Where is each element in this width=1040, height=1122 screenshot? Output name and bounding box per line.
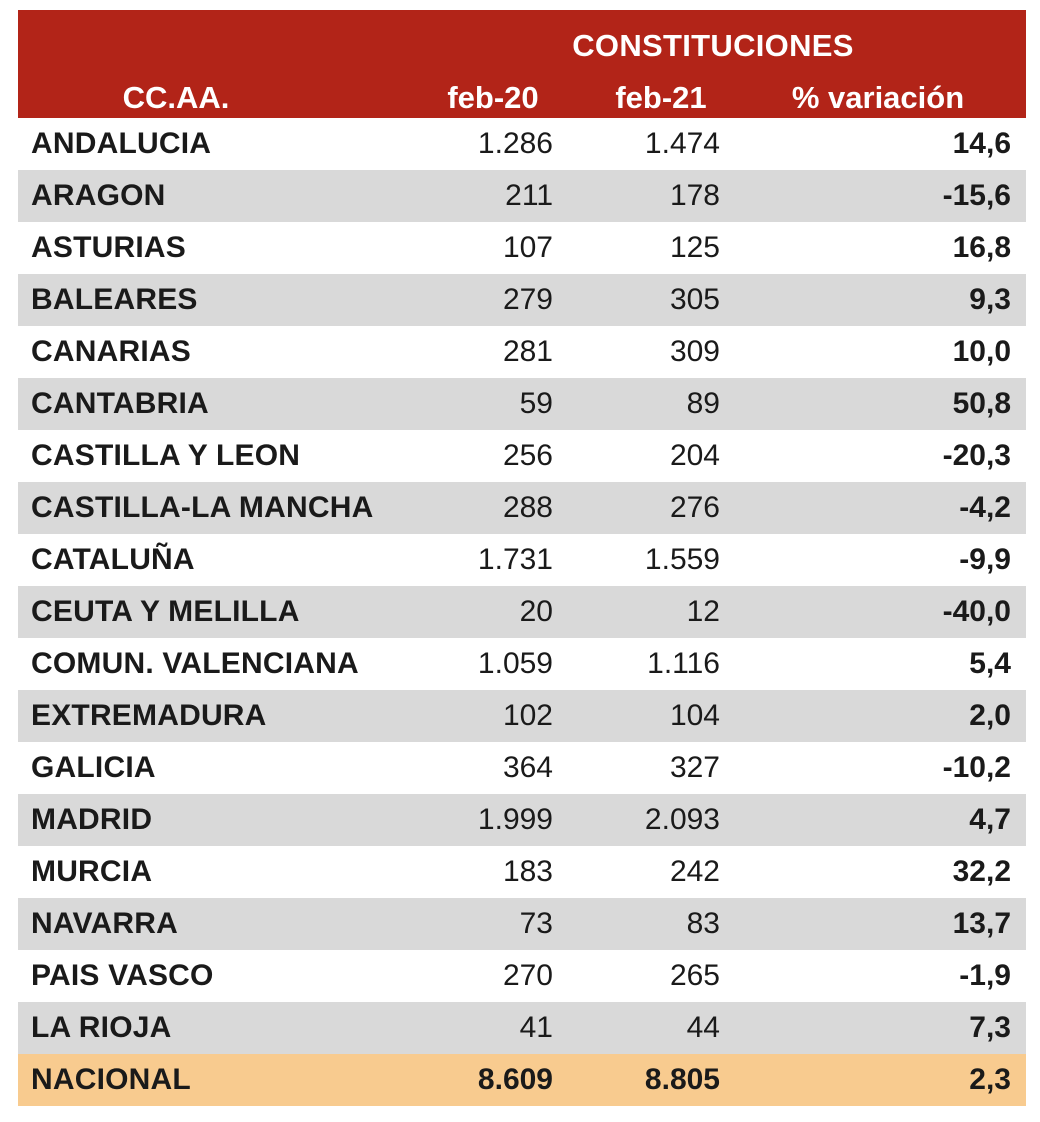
feb-20-value-cell: 183 [502, 855, 553, 888]
region-name-cell: ANDALUCIA [31, 127, 212, 160]
feb-20-value-cell: 20 [519, 595, 553, 628]
feb-21-value-cell: 305 [669, 283, 720, 316]
table-row [18, 118, 1026, 170]
table-row [18, 898, 1026, 950]
column-header-ccaa: CC.AA. [122, 80, 230, 115]
feb-21-value-cell: 44 [686, 1011, 720, 1044]
table-row [18, 690, 1026, 742]
variacion-value-cell: -40,0 [942, 595, 1011, 628]
region-name-cell: BALEARES [31, 283, 198, 316]
table-body [18, 118, 1026, 1106]
total-row [18, 1054, 1026, 1106]
table-row [18, 170, 1026, 222]
region-name-cell: CEUTA Y MELILLA [31, 595, 300, 628]
total-variacion-cell: 2,3 [969, 1063, 1011, 1096]
variacion-value-cell: 14,6 [952, 127, 1011, 160]
feb-21-value-cell: 327 [669, 751, 720, 784]
table-row [18, 534, 1026, 586]
feb-20-value-cell: 59 [519, 387, 553, 420]
feb-20-value-cell: 256 [502, 439, 553, 472]
feb-20-value-cell: 73 [519, 907, 553, 940]
table-header [18, 10, 1026, 118]
region-name-cell: CATALUÑA [31, 543, 195, 576]
table-row [18, 430, 1026, 482]
feb-21-value-cell: 309 [669, 335, 720, 368]
feb-20-value-cell: 288 [502, 491, 553, 524]
variacion-value-cell: -9,9 [959, 543, 1011, 576]
region-name-cell: GALICIA [31, 751, 156, 784]
table-row [18, 950, 1026, 1002]
region-name-cell: MADRID [31, 803, 153, 836]
region-name-cell: CANARIAS [31, 335, 191, 368]
variacion-value-cell: -4,2 [959, 491, 1011, 524]
region-name-cell: MURCIA [31, 855, 153, 888]
table-row [18, 742, 1026, 794]
variacion-value-cell: 13,7 [952, 907, 1011, 940]
variacion-value-cell: 7,3 [969, 1011, 1011, 1044]
feb-20-value-cell: 41 [519, 1011, 553, 1044]
total-feb-21-cell: 8.805 [644, 1063, 720, 1096]
region-name-cell: NAVARRA [31, 907, 178, 940]
region-name-cell: ASTURIAS [31, 231, 186, 264]
table-row [18, 326, 1026, 378]
feb-21-value-cell: 104 [669, 699, 720, 732]
feb-21-value-cell: 265 [669, 959, 720, 992]
feb-20-value-cell: 102 [502, 699, 553, 732]
column-header-feb-20: feb-20 [447, 80, 539, 115]
region-name-cell: CANTABRIA [31, 387, 209, 420]
variacion-value-cell: -1,9 [959, 959, 1011, 992]
variacion-value-cell: 5,4 [969, 647, 1011, 680]
variacion-value-cell: 4,7 [969, 803, 1011, 836]
column-header-variacion: % variación [791, 80, 965, 115]
feb-20-value-cell: 211 [505, 179, 553, 212]
table-row [18, 482, 1026, 534]
table-row [18, 222, 1026, 274]
feb-20-value-cell: 279 [502, 283, 553, 316]
variacion-value-cell: -15,6 [942, 179, 1011, 212]
feb-21-value-cell: 1.116 [647, 647, 720, 680]
variacion-value-cell: -20,3 [942, 439, 1011, 472]
feb-21-value-cell: 12 [686, 595, 720, 628]
constituciones-table [18, 10, 1026, 1106]
table-row [18, 586, 1026, 638]
group-header-constituciones: CONSTITUCIONES [572, 28, 854, 63]
total-feb-20-cell: 8.609 [477, 1063, 553, 1096]
region-name-cell: LA RIOJA [31, 1011, 172, 1044]
feb-20-value-cell: 1.999 [477, 803, 553, 836]
region-name-cell: EXTREMADURA [31, 699, 267, 732]
table-row [18, 274, 1026, 326]
feb-21-value-cell: 242 [669, 855, 720, 888]
feb-20-value-cell: 1.059 [477, 647, 553, 680]
feb-20-value-cell: 281 [502, 335, 553, 368]
feb-20-value-cell: 1.286 [477, 127, 553, 160]
variacion-value-cell: 16,8 [952, 231, 1011, 264]
feb-21-value-cell: 89 [686, 387, 720, 420]
table-row [18, 1002, 1026, 1054]
feb-20-value-cell: 364 [502, 751, 553, 784]
feb-20-value-cell: 270 [502, 959, 553, 992]
region-name-cell: CASTILLA Y LEON [31, 439, 301, 472]
region-name-cell: PAIS VASCO [31, 959, 214, 992]
feb-21-value-cell: 1.474 [644, 127, 720, 160]
table-row [18, 794, 1026, 846]
variacion-value-cell: -10,2 [942, 751, 1011, 784]
feb-21-value-cell: 83 [686, 907, 720, 940]
feb-20-value-cell: 107 [502, 231, 553, 264]
feb-21-value-cell: 276 [669, 491, 720, 524]
region-name-cell: COMUN. VALENCIANA [31, 647, 359, 680]
feb-21-value-cell: 178 [669, 179, 720, 212]
variacion-value-cell: 10,0 [952, 335, 1011, 368]
variacion-value-cell: 32,2 [952, 855, 1011, 888]
column-header-feb-21: feb-21 [615, 80, 707, 115]
table-row [18, 846, 1026, 898]
region-name-cell: ARAGON [31, 179, 166, 212]
feb-21-value-cell: 2.093 [644, 803, 720, 836]
feb-21-value-cell: 125 [669, 231, 720, 264]
variacion-value-cell: 9,3 [969, 283, 1011, 316]
feb-21-value-cell: 204 [669, 439, 720, 472]
table-row [18, 378, 1026, 430]
total-name-cell: NACIONAL [31, 1063, 191, 1096]
variacion-value-cell: 2,0 [969, 699, 1011, 732]
table-row [18, 638, 1026, 690]
feb-20-value-cell: 1.731 [477, 543, 553, 576]
feb-21-value-cell: 1.559 [644, 543, 720, 576]
variacion-value-cell: 50,8 [952, 387, 1011, 420]
region-name-cell: CASTILLA-LA MANCHA [31, 491, 374, 524]
